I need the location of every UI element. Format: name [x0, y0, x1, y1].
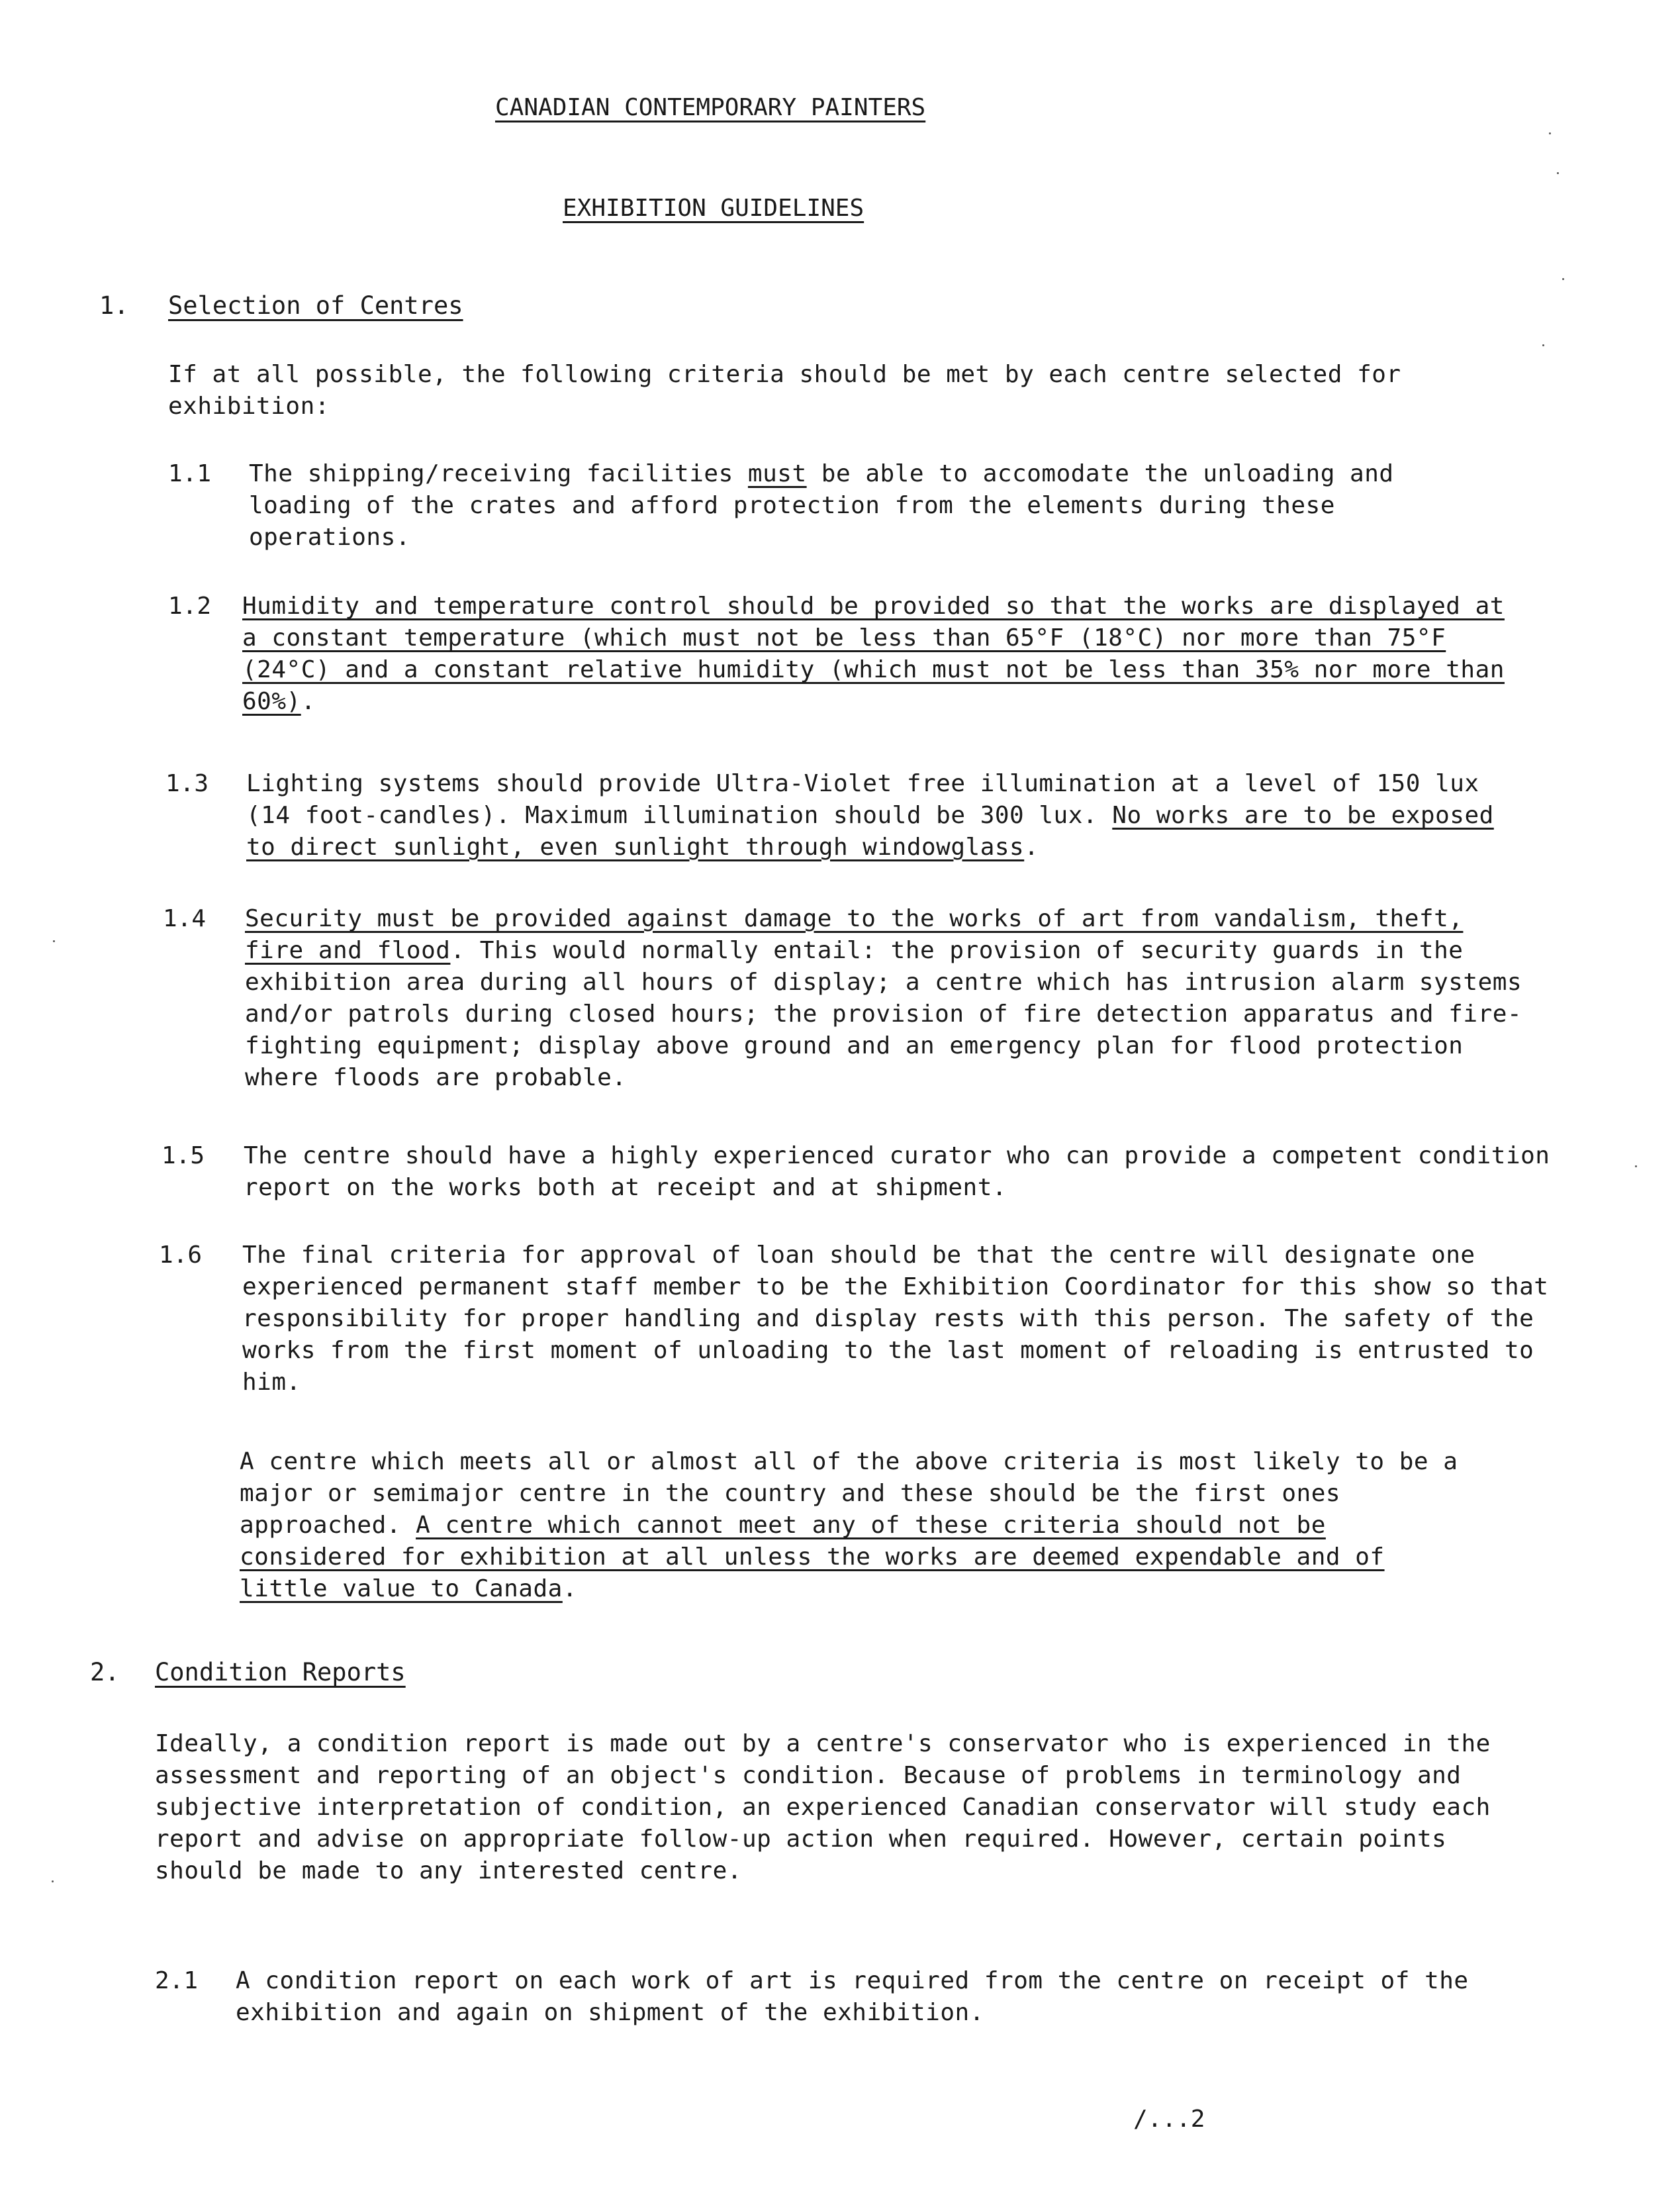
item-1-6-number: 1.6 [159, 1241, 203, 1269]
page-continuation: /...2 [1133, 2106, 1205, 2133]
item-1-4-underlined: Security must be provided against damage to the works of art from vandalism, theft, fire and flood [245, 905, 1464, 964]
item-1-1-text [249, 458, 1480, 554]
item-2-1-number: 2.1 [155, 1967, 199, 1994]
closing-underlined: A centre which cannot meet any of these criteria should not be considered for exhibition at all unless the works are deemed expendable and of little value to Canada [240, 1512, 1385, 1602]
item-1-4-number: 1.4 [163, 905, 207, 932]
section-1-intro: If at all possible, the following criteria should be met by each centre selected for exhibition: [168, 361, 1401, 420]
scan-speck [1557, 172, 1559, 174]
item-1-2-underlined: Humidity and temperature control should be provided so that the works are displayed at a constant temperature (which must not be less than 65°F (18°C) nor more than 75°F (24°C) and a constant relative humidity (which must not be less than 35% nor more than 60%) [242, 593, 1505, 715]
item-1-3-number: 1.3 [165, 770, 209, 797]
scan-speck [52, 1880, 54, 1882]
section-1-closing [240, 1446, 1484, 1605]
item-1-6-text [242, 1239, 1573, 1398]
item-1-1-number: 1.1 [168, 460, 212, 487]
item-1-3-post: . [1024, 834, 1039, 861]
section-1-heading: Selection of Centres [168, 291, 463, 320]
item-1-5-number: 1.5 [162, 1142, 205, 1169]
item-1-4-post: . This would normally entail: the provision of security guards in the exhibition area during all hours of display; a centre which has intrusion alarm systems and/or patrols during closed hours; the provision of fire detection apparatus and fire-fighting equipment; display above ground and an emergency plan for flood protection where floods are probable. [245, 937, 1522, 1091]
scan-speck [1635, 1165, 1637, 1167]
item-1-1-underlined: must [747, 460, 807, 487]
document-title: CANADIAN CONTEMPORARY PAINTERS [495, 94, 926, 121]
item-1-5-text [244, 1140, 1561, 1204]
item-1-1-post: be able to accomodate the unloading and loading of the crates and afford protection from the elements during these operations. [249, 460, 1394, 551]
closing-post: . [562, 1575, 578, 1602]
section-2-number: 2. [90, 1658, 120, 1686]
item-1-6-pre: The final criteria for approval of loan should be that the centre will designate one experienced permanent staff member to be the Exhibition Coordinator for this show so that responsibility for proper handling and display rests with this person. The safety of the works from the first moment of unloading to the last moment of reloading is entrusted to him. [242, 1241, 1549, 1396]
section-1-number: 1. [99, 291, 129, 320]
section-2-heading: Condition Reports [155, 1658, 406, 1686]
scan-speck [1562, 278, 1564, 280]
item-2-1-text [236, 1965, 1526, 2029]
closing-pre: A centre which meets all or almost all of the above criteria is most likely to be a major or semimajor centre in the country and these should be the first ones approached. [240, 1448, 1458, 1539]
item-1-4-text [245, 903, 1536, 1094]
item-1-3-text [246, 768, 1504, 863]
document-subtitle: EXHIBITION GUIDELINES [563, 195, 864, 222]
item-1-2-text [242, 591, 1520, 718]
item-1-1-pre: The shipping/receiving facilities [249, 460, 748, 487]
scan-speck [1542, 344, 1544, 346]
item-1-3-pre: Lighting systems should provide Ultra-Violet free illumination at a level of 150 lux (14 foot-candles). Maximum illumination should be 300 lux. [246, 770, 1479, 829]
section-2-intro: Ideally, a condition report is made out by a centre's conservator who is experienced in the assessment and reporting of an object's condition. Because of problems in terminology and subjective interpretation of condition, an experienced Canadian conservator will study each report and advise on appropriate follow-up action when required. However, certain points should be made to any interested centre. [155, 1730, 1491, 1884]
item-1-5-pre: The centre should have a highly experienced curator who can provide a competent condition report on the works both at receipt and at shipment. [244, 1142, 1550, 1201]
scan-speck [1549, 132, 1551, 134]
item-2-1-pre: A condition report on each work of art is required from the centre on receipt of the exhibition and again on shipment of the exhibition. [236, 1967, 1469, 2026]
item-1-2-number: 1.2 [168, 593, 212, 620]
item-1-2-post: . [301, 688, 316, 715]
scan-speck [53, 940, 55, 942]
item-1-3-underlined: No works are to be exposed to direct sunlight, even sunlight through windowglass [246, 802, 1494, 861]
